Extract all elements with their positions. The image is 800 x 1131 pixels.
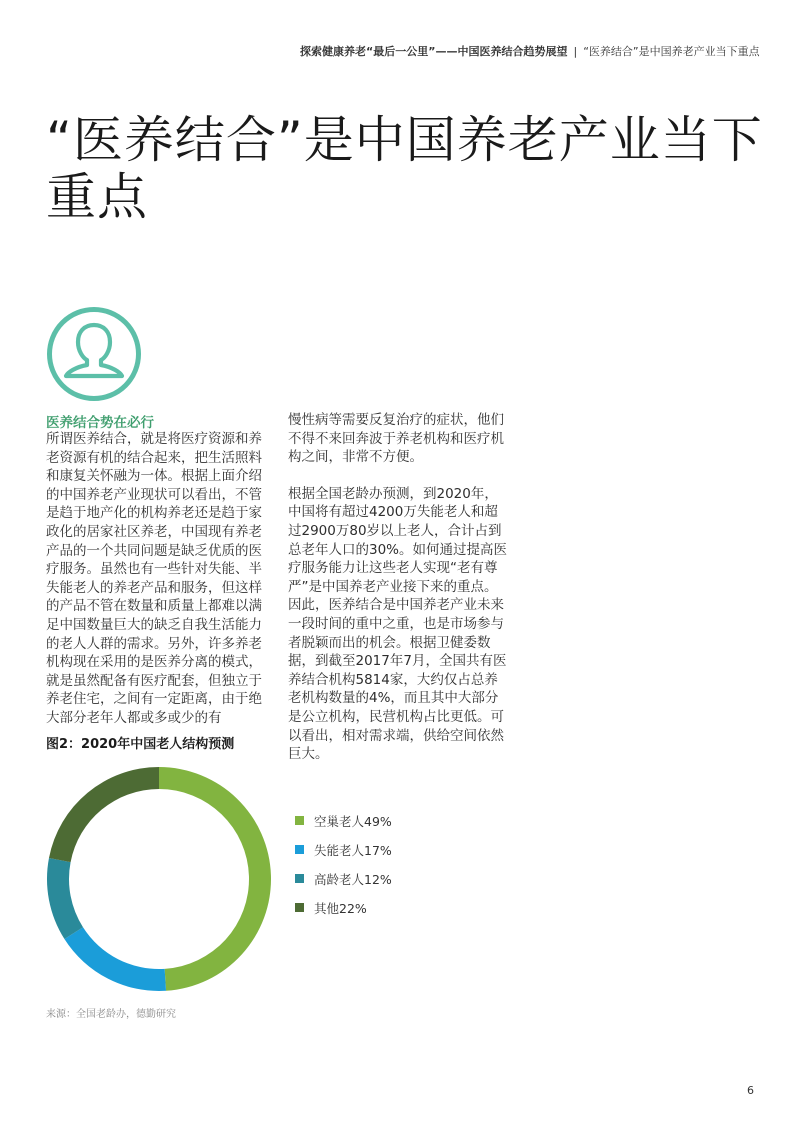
legend-swatch: [295, 845, 304, 854]
right-column-paragraph-1: 慢性病等需要反复治疗的症状，他们不得不来回奔波于养老机构和医疗机构之间，非常不方便。: [288, 412, 504, 466]
legend-item: [295, 840, 392, 859]
right-column: [288, 411, 510, 764]
donut-slice-3: [47, 858, 83, 939]
source-note: 来源：全国老龄办，德勤研究: [46, 1009, 176, 1020]
legend-swatch: [295, 816, 304, 825]
legend-swatch: [295, 903, 304, 912]
legend-label: 空巢老人49%: [314, 813, 392, 829]
donut-slice-1: [159, 767, 271, 991]
left-column: [46, 430, 268, 728]
page-title: “医养结合”是中国养老产业当下重点: [46, 111, 763, 226]
legend-label: 失能老人17%: [314, 842, 392, 858]
chart-legend: [295, 811, 392, 927]
running-header: [300, 43, 760, 59]
legend-label: 其他22%: [314, 900, 367, 916]
person-icon: [45, 305, 143, 403]
section-heading: 医养结合势在必行: [46, 415, 154, 431]
donut-slice-2: [64, 927, 166, 991]
right-column-paragraph-2: 根据全国老龄办预测，到2020年，中国将有超过4200万失能老人和超过2900万80岁以上老人，合计占到总老年人口的30%。如何通过提高医疗服务能力让这些老人实现“老有尊严”是中国养老产业接下来的重点。因此，医养结合是中国养老产业未来一段时间的重中之重，也是市场参与者脱颖而出的机会。根据卫健委数据，到截至2017年7月，全国共有医养结合机构5814家，大约仅占总养老机构数量的4%，而且其中大部分是公立机构，民营机构占比更低。可以看出，相对需求端，供给空间依然巨大。: [288, 485, 508, 763]
page-number: 6: [747, 1084, 754, 1097]
legend-item: [295, 869, 392, 888]
header-separator: |: [573, 45, 578, 58]
legend-swatch: [295, 874, 304, 883]
header-report-title: 探索健康养老“最后一公里”——中国医养结合趋势展望: [300, 45, 568, 58]
donut-slice-4: [49, 767, 159, 862]
legend-item: [295, 898, 392, 917]
left-column-paragraph: 所谓医养结合，就是将医疗资源和养老资源有机的结合起来，把生活照料和康复关怀融为一体。根据上面介绍的中国养老产业现状可以看出，不管是趋于地产化的机构养老还是趋于家政化的居家社区养老，中国现有养老产品的一个共同问题是缺乏优质的医疗服务。虽然也有一些针对失能、半失能老人的养老产品和服务，但这样的产品不管在数量和质量上都难以满足中国数量巨大的缺乏自我生活能力的老人人群的需求。另外，许多养老机构现在采用的是医养分离的模式，就是虽然配备有医疗配套，但独立于养老住宅，之间有一定距离，由于绝大部分老年人都或多或少的有: [46, 431, 262, 726]
donut-chart: [46, 766, 272, 992]
header-section-title: “医养结合”是中国养老产业当下重点: [583, 45, 760, 58]
legend-label: 高龄老人12%: [314, 871, 392, 887]
legend-item: [295, 811, 392, 830]
figure-title: 图2：2020年中国老人结构预测: [46, 737, 235, 752]
